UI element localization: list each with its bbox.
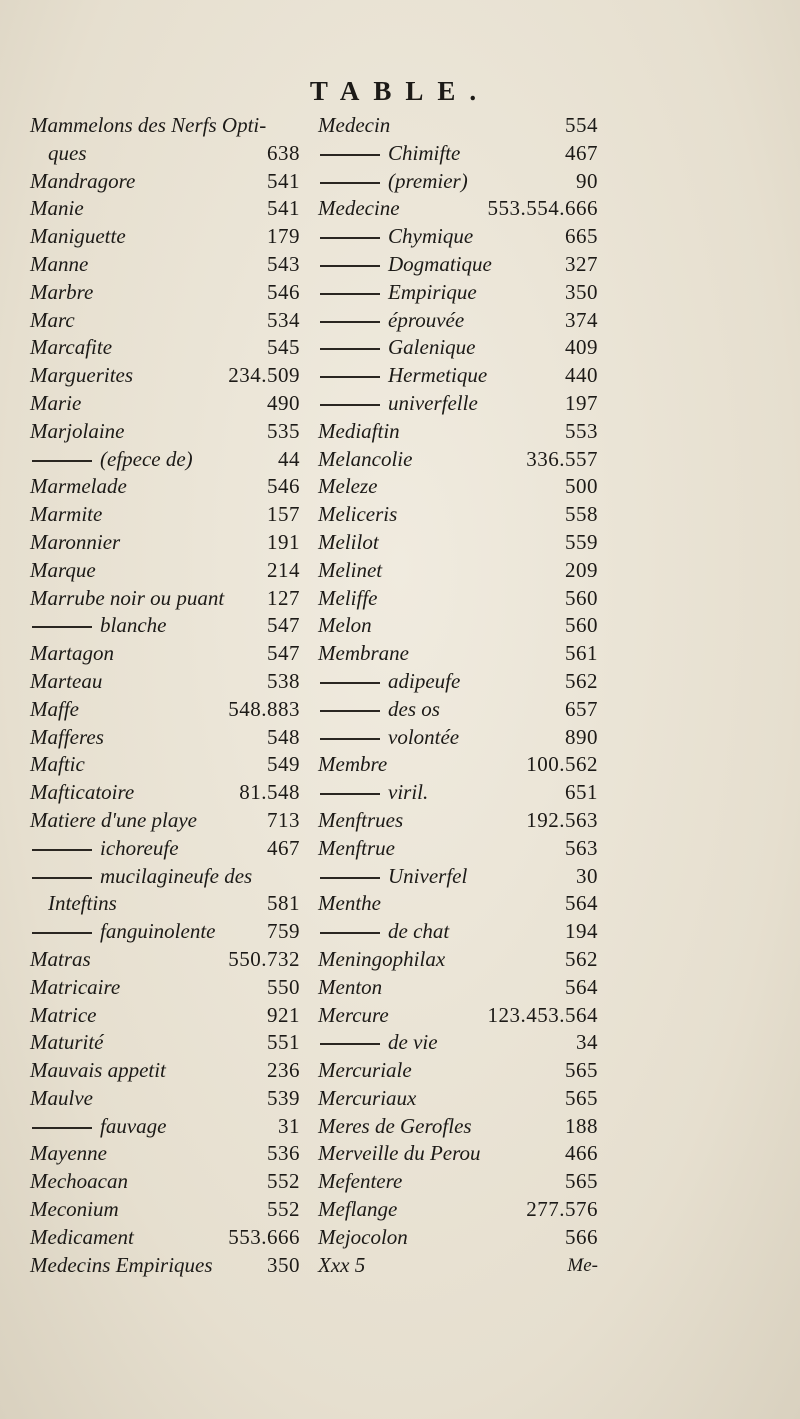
entry-page-number: 534 xyxy=(267,307,300,332)
entry-page-number: 713 xyxy=(267,807,300,832)
entry-term: Univerfel xyxy=(388,863,468,888)
index-entry xyxy=(318,446,598,474)
entry-page-number: 548.883 xyxy=(228,696,300,721)
index-entry xyxy=(318,140,598,168)
entry-term: Marbre xyxy=(30,279,94,304)
index-entry xyxy=(318,1029,598,1057)
index-entry xyxy=(318,1140,598,1168)
entry-page-number: 81.548 xyxy=(239,780,300,805)
entry-page-number: 551 xyxy=(267,1030,300,1055)
index-entry xyxy=(318,362,598,390)
entry-page-number: 546 xyxy=(267,279,300,304)
entry-page-number: 547 xyxy=(267,613,300,638)
entry-term: Maturité xyxy=(30,1030,104,1055)
entry-page-number: 921 xyxy=(267,1002,300,1027)
entry-page-number: 547 xyxy=(267,641,300,666)
entry-term: Inteftins xyxy=(48,891,117,916)
entry-page-number: 549 xyxy=(267,752,300,777)
entry-term: Manie xyxy=(30,196,84,221)
entry-term: blanche xyxy=(100,613,167,638)
index-entry xyxy=(30,974,300,1002)
entry-page-number: 553 xyxy=(565,418,598,443)
entry-page-number: 545 xyxy=(267,335,300,360)
index-entry xyxy=(318,585,598,613)
index-entry xyxy=(318,918,598,946)
entry-term: Empirique xyxy=(388,279,477,304)
entry-term: Maronnier xyxy=(30,529,121,554)
index-entry xyxy=(30,918,300,946)
ditto-dash xyxy=(32,877,92,879)
entry-page-number: 554 xyxy=(565,113,598,137)
entry-term: Menftrues xyxy=(318,807,404,832)
entry-term: Meliffe xyxy=(318,585,378,610)
entry-term: Mercure xyxy=(318,1002,389,1027)
entry-term: Xxx 5 xyxy=(318,1252,366,1277)
ditto-dash xyxy=(320,738,380,740)
index-entry xyxy=(318,1168,598,1196)
entry-page-number: 191 xyxy=(267,529,300,554)
entry-page-number: 538 xyxy=(267,668,300,693)
entry-term: Maffe xyxy=(30,696,79,721)
ditto-dash xyxy=(32,849,92,851)
entry-page-number: 490 xyxy=(267,390,300,415)
entry-page-number: 209 xyxy=(565,557,598,582)
index-entry xyxy=(318,835,598,863)
entry-page-number: 535 xyxy=(267,418,300,443)
index-entry xyxy=(318,751,598,779)
entry-term: Meningophilax xyxy=(318,946,446,971)
entry-term: Manne xyxy=(30,251,89,276)
ditto-dash xyxy=(320,682,380,684)
index-entry xyxy=(30,1085,300,1113)
entry-page-number: 651 xyxy=(565,780,598,805)
entry-page-number: 581 xyxy=(267,891,300,916)
index-entry xyxy=(30,835,300,863)
index-entry xyxy=(30,585,300,613)
entry-page-number: 638 xyxy=(267,140,300,165)
entry-term: (efpece de) xyxy=(100,446,193,471)
entry-term: Meres de Gerofles xyxy=(318,1113,472,1138)
index-entry xyxy=(318,974,598,1002)
entry-page-number: 565 xyxy=(565,1085,598,1110)
index-entry xyxy=(318,334,598,362)
index-entry xyxy=(30,1224,300,1252)
entry-page-number: 566 xyxy=(565,1224,598,1249)
entry-page-number: 188 xyxy=(565,1113,598,1138)
entry-term: Medecine xyxy=(318,196,400,221)
entry-term: volontée xyxy=(388,724,460,749)
ditto-dash xyxy=(32,932,92,934)
index-entry xyxy=(318,112,598,140)
entry-term: Medecins Empiriques xyxy=(30,1252,213,1277)
index-entry xyxy=(30,557,300,585)
entry-page-number: 559 xyxy=(565,529,598,554)
index-entry xyxy=(30,362,300,390)
ditto-dash xyxy=(320,710,380,712)
entry-page-number: 123.453.564 xyxy=(487,1002,598,1027)
index-entry xyxy=(30,112,300,140)
entry-page-number: 543 xyxy=(267,251,300,276)
entry-term: Marmelade xyxy=(30,474,127,499)
entry-page-number: 157 xyxy=(267,502,300,527)
index-entry xyxy=(318,1224,598,1252)
index-entry xyxy=(30,612,300,640)
entry-page-number: 30 xyxy=(576,863,598,888)
entry-page-number: 564 xyxy=(565,891,598,916)
entry-term: Menthe xyxy=(318,891,381,916)
entry-term: de chat xyxy=(388,919,450,944)
entry-page-number: 536 xyxy=(267,1141,300,1166)
entry-term: de vie xyxy=(388,1030,438,1055)
entry-page-number: 552 xyxy=(267,1197,300,1222)
entry-page-number: 562 xyxy=(565,668,598,693)
entry-term: Meconium xyxy=(30,1197,119,1222)
entry-term: Marguerites xyxy=(30,363,134,388)
index-entry xyxy=(30,1057,300,1085)
entry-term: Mercuriaux xyxy=(318,1085,417,1110)
entry-term: viril. xyxy=(388,780,429,805)
entry-term: Maulve xyxy=(30,1085,93,1110)
index-entry xyxy=(30,279,300,307)
entry-page-number: 553.554.666 xyxy=(487,196,598,221)
entry-term: mucilagineufe des xyxy=(100,863,253,888)
entry-term: ques xyxy=(48,140,87,165)
entry-term: Meleze xyxy=(318,474,378,499)
ditto-dash xyxy=(320,237,380,239)
entry-term: Marrube noir ou puant xyxy=(30,585,225,610)
entry-page-number: 350 xyxy=(565,279,598,304)
ditto-dash xyxy=(320,376,380,378)
entry-page-number: 550 xyxy=(267,974,300,999)
entry-page-number: 336.557 xyxy=(526,446,598,471)
index-entry xyxy=(318,223,598,251)
ditto-dash xyxy=(32,626,92,628)
entry-term: Mafticatoire xyxy=(30,780,135,805)
index-entry xyxy=(318,1113,598,1141)
entry-term: Marcafite xyxy=(30,335,113,360)
index-entry xyxy=(318,279,598,307)
index-entry xyxy=(30,946,300,974)
entry-page-number: 565 xyxy=(565,1169,598,1194)
entry-term: Marc xyxy=(30,307,75,332)
entry-page-number: 562 xyxy=(565,946,598,971)
index-entry xyxy=(318,529,598,557)
ditto-dash xyxy=(320,321,380,323)
entry-term: Membre xyxy=(318,752,388,777)
index-entry xyxy=(30,724,300,752)
index-entry xyxy=(318,557,598,585)
catchword: Me- xyxy=(567,1254,598,1276)
entry-page-number: 539 xyxy=(267,1085,300,1110)
entry-term: Chimifte xyxy=(388,140,461,165)
index-entry xyxy=(30,251,300,279)
ditto-dash xyxy=(32,1127,92,1129)
entry-page-number: 34 xyxy=(576,1030,598,1055)
entry-page-number: 561 xyxy=(565,641,598,666)
entry-term: fanguinolente xyxy=(100,919,216,944)
ditto-dash xyxy=(320,404,380,406)
ditto-dash xyxy=(320,265,380,267)
entry-term: Melilot xyxy=(318,529,379,554)
entry-page-number: 277.576 xyxy=(526,1197,598,1222)
entry-term: ichoreufe xyxy=(100,835,179,860)
entry-page-number: 564 xyxy=(565,974,598,999)
entry-page-number: 552 xyxy=(267,1169,300,1194)
entry-page-number: 440 xyxy=(565,363,598,388)
entry-page-number: 327 xyxy=(565,251,598,276)
index-entry xyxy=(30,807,300,835)
index-entry xyxy=(318,946,598,974)
entry-term: Menton xyxy=(318,974,383,999)
index-entry xyxy=(30,501,300,529)
index-entry xyxy=(318,696,598,724)
index-entry xyxy=(318,890,598,918)
ditto-dash xyxy=(320,877,380,879)
entry-page-number: 90 xyxy=(576,168,598,193)
index-entry xyxy=(30,1196,300,1224)
ditto-dash xyxy=(320,1043,380,1045)
index-entry xyxy=(318,668,598,696)
page-title: TABLE. xyxy=(309,76,491,106)
entry-page-number: 127 xyxy=(267,585,300,610)
entry-page-number: 560 xyxy=(565,585,598,610)
index-entry xyxy=(318,501,598,529)
index-entry xyxy=(30,751,300,779)
index-entry xyxy=(318,390,598,418)
index-entry xyxy=(30,1252,300,1280)
entry-term: Marie xyxy=(30,390,82,415)
entry-term: Maftic xyxy=(30,752,85,777)
entry-page-number: 546 xyxy=(267,474,300,499)
entry-term: Melinet xyxy=(318,557,383,582)
entry-term: Martagon xyxy=(30,641,114,666)
entry-page-number: 350 xyxy=(267,1252,300,1277)
index-entry xyxy=(30,140,300,168)
entry-term: adipeufe xyxy=(388,668,461,693)
entry-page-number: 467 xyxy=(565,140,598,165)
entry-page-number: 558 xyxy=(565,502,598,527)
index-entry xyxy=(30,863,300,891)
entry-page-number: 665 xyxy=(565,224,598,249)
index-entry xyxy=(30,1140,300,1168)
entry-term: Galenique xyxy=(388,335,476,360)
index-entry xyxy=(30,1029,300,1057)
entry-page-number: 560 xyxy=(565,613,598,638)
index-entry xyxy=(30,168,300,196)
index-entry xyxy=(30,473,300,501)
ditto-dash xyxy=(320,154,380,156)
entry-page-number: 541 xyxy=(267,168,300,193)
entry-term: Meliceris xyxy=(318,502,398,527)
entry-page-number: 192.563 xyxy=(526,807,598,832)
entry-page-number: 550.732 xyxy=(228,946,300,971)
ditto-dash xyxy=(32,460,92,462)
entry-term: Mefentere xyxy=(318,1169,403,1194)
index-entry xyxy=(30,223,300,251)
entry-page-number: 214 xyxy=(267,557,300,582)
entry-page-number: 409 xyxy=(565,335,598,360)
index-entry xyxy=(30,418,300,446)
entry-page-number: 100.562 xyxy=(526,752,598,777)
entry-term: (premier) xyxy=(388,168,468,193)
index-entry xyxy=(318,473,598,501)
entry-term: Marmite xyxy=(30,502,103,527)
entry-term: Marque xyxy=(30,557,96,582)
entry-term: Hermetique xyxy=(388,363,488,388)
entry-term: des os xyxy=(388,696,440,721)
ditto-dash xyxy=(320,932,380,934)
index-entry xyxy=(318,1057,598,1085)
entry-term: Medicament xyxy=(30,1224,134,1249)
entry-term: Melon xyxy=(318,613,372,638)
entry-term: fauvage xyxy=(100,1113,167,1138)
entry-page-number: 179 xyxy=(267,224,300,249)
index-entry xyxy=(318,807,598,835)
entry-term: Merveille du Perou xyxy=(318,1141,481,1166)
entry-page-number: 541 xyxy=(267,196,300,221)
index-entry xyxy=(30,890,300,918)
index-entry xyxy=(30,1113,300,1141)
entry-page-number: 467 xyxy=(267,835,300,860)
index-entry xyxy=(318,1252,598,1280)
index-entry xyxy=(30,668,300,696)
index-entry xyxy=(318,612,598,640)
entry-page-number: 236 xyxy=(267,1058,300,1083)
index-entry xyxy=(30,640,300,668)
index-entry xyxy=(318,195,598,223)
entry-page-number: 759 xyxy=(267,919,300,944)
entry-term: Melancolie xyxy=(318,446,413,471)
entry-term: Menftrue xyxy=(318,835,395,860)
entry-term: Maniguette xyxy=(30,224,126,249)
index-entry xyxy=(30,1168,300,1196)
entry-page-number: 565 xyxy=(565,1058,598,1083)
entry-term: Meflange xyxy=(318,1197,398,1222)
entry-term: Matrice xyxy=(30,1002,97,1027)
entry-term: Matiere d'une playe xyxy=(30,807,197,832)
entry-page-number: 466 xyxy=(565,1141,598,1166)
index-entry xyxy=(30,1002,300,1030)
entry-page-number: 553.666 xyxy=(228,1224,300,1249)
index-entry xyxy=(318,168,598,196)
entry-page-number: 500 xyxy=(565,474,598,499)
entry-term: univerfelle xyxy=(388,390,478,415)
entry-term: Marteau xyxy=(30,668,103,693)
entry-term: Mediaftin xyxy=(318,418,400,443)
entry-term: Mafferes xyxy=(30,724,104,749)
index-entry xyxy=(318,307,598,335)
entry-page-number: 563 xyxy=(565,835,598,860)
index-entry xyxy=(30,390,300,418)
entry-page-number: 197 xyxy=(565,390,598,415)
index-entry xyxy=(318,251,598,279)
index-entry xyxy=(30,529,300,557)
index-entry xyxy=(318,1196,598,1224)
entry-term: Mandragore xyxy=(30,168,136,193)
index-entry xyxy=(318,724,598,752)
index-entry xyxy=(30,779,300,807)
entry-term: Dogmatique xyxy=(388,251,492,276)
ditto-dash xyxy=(320,348,380,350)
entry-page-number: 31 xyxy=(278,1113,300,1138)
entry-page-number: 657 xyxy=(565,696,598,721)
entry-term: Mayenne xyxy=(30,1141,107,1166)
index-entry xyxy=(30,446,300,474)
ditto-dash xyxy=(320,182,380,184)
entry-page-number: 374 xyxy=(565,307,598,332)
index-entry xyxy=(318,640,598,668)
entry-term: Chymique xyxy=(388,224,474,249)
index-entry xyxy=(30,307,300,335)
entry-term: Mammelons des Nerfs Opti- xyxy=(30,113,267,137)
index-entry xyxy=(30,195,300,223)
entry-term: Mechoacan xyxy=(30,1169,128,1194)
entry-page-number: 234.509 xyxy=(228,363,300,388)
entry-page-number: 44 xyxy=(278,446,300,471)
entry-term: Mercuriale xyxy=(318,1058,412,1083)
entry-page-number: 548 xyxy=(267,724,300,749)
entry-term: Membrane xyxy=(318,641,409,666)
entry-page-number: 194 xyxy=(565,919,598,944)
ditto-dash xyxy=(320,793,380,795)
index-column-left xyxy=(30,112,300,1279)
index-entry xyxy=(30,334,300,362)
index-column-right xyxy=(318,112,598,1279)
index-entry xyxy=(318,418,598,446)
entry-term: éprouvée xyxy=(388,307,465,332)
entry-term: Mejocolon xyxy=(318,1224,408,1249)
index-entry xyxy=(318,779,598,807)
index-entry xyxy=(318,1002,598,1030)
index-entry xyxy=(318,1085,598,1113)
entry-term: Matricaire xyxy=(30,974,121,999)
entry-term: Matras xyxy=(30,946,91,971)
entry-term: Medecin xyxy=(318,113,391,137)
entry-term: Mauvais appetit xyxy=(30,1058,166,1083)
ditto-dash xyxy=(320,293,380,295)
entry-page-number: 890 xyxy=(565,724,598,749)
index-entry xyxy=(318,863,598,891)
index-entry xyxy=(30,696,300,724)
entry-term: Marjolaine xyxy=(30,418,125,443)
